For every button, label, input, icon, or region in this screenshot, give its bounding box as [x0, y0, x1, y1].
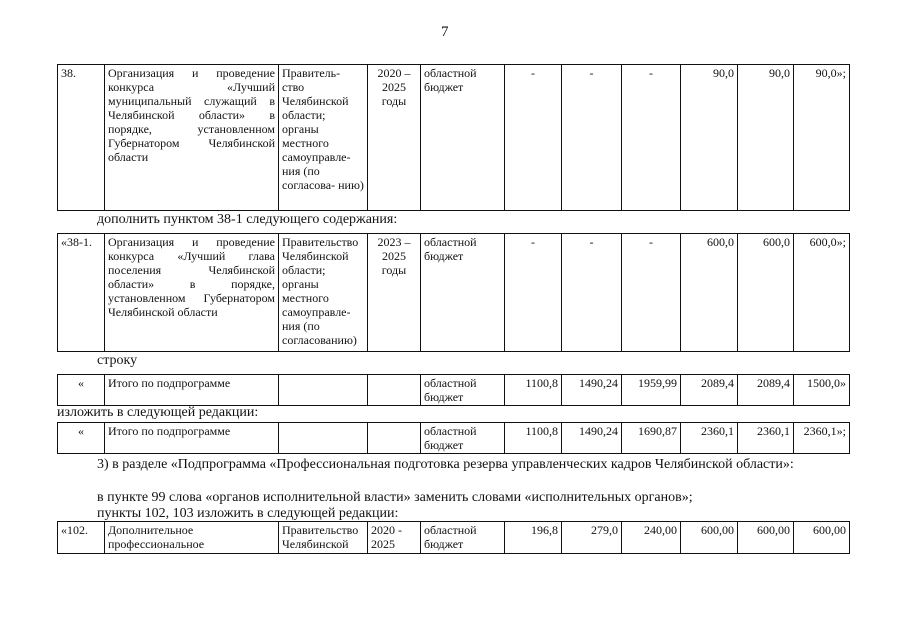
cell-source: областной бюджет — [421, 375, 505, 406]
cell-value-1: - — [505, 234, 562, 352]
cell-value-4: 600,0 — [681, 234, 738, 352]
cell-number: «102. — [58, 522, 105, 554]
cell-value-3: - — [622, 234, 681, 352]
cell-source: областной бюджет — [421, 234, 505, 352]
cell-value-1: 1100,8 — [505, 375, 562, 406]
cell-value-1: 196,8 — [505, 522, 562, 554]
cell-source: областной бюджет — [421, 65, 505, 211]
cell-name: Итого по подпрограмме — [105, 423, 279, 454]
cell-value-4: 2089,4 — [681, 375, 738, 406]
cell-period: 2020 – 2025 годы — [368, 65, 421, 211]
cell-value-2: 279,0 — [562, 522, 622, 554]
cell-value-3: - — [622, 65, 681, 211]
table-row-38 — [57, 64, 850, 211]
cell-number: « — [58, 423, 105, 454]
cell-value-6: 2360,1»; — [794, 423, 850, 454]
cell-period — [368, 423, 421, 454]
text-add-item: дополнить пунктом 38-1 следующего содержания: — [97, 212, 398, 227]
paragraph-section-3: 3) в разделе «Подпрограмма «Профессиональная подготовка резерва управленческих кадров Челябинской области»: — [97, 457, 794, 472]
cell-period — [368, 375, 421, 406]
cell-executor — [279, 375, 368, 406]
cell-value-6: 90,0»; — [794, 65, 850, 211]
cell-name: Итого по подпрограмме — [105, 375, 279, 406]
cell-name: Организация и проведение конкурса «Лучший муниципальный служащий в Челябинской области» в порядке, установленном Губернатором Челябинской области — [105, 65, 279, 211]
cell-value-5: 2089,4 — [738, 375, 794, 406]
cell-value-4: 600,00 — [681, 522, 738, 554]
cell-executor: Правительство Челябинской области; органы местного самоуправле- ния (по согласованию) — [279, 234, 368, 352]
paragraph-item-99: в пункте 99 слова «органов исполнительной власти» заменить словами «исполнительных органов»; — [97, 490, 693, 505]
cell-source: областной бюджет — [421, 522, 505, 554]
page-number: 7 — [441, 24, 449, 40]
cell-executor — [279, 423, 368, 454]
cell-value-5: 2360,1 — [738, 423, 794, 454]
cell-value-6: 600,00 — [794, 522, 850, 554]
cell-value-2: - — [562, 65, 622, 211]
table-row-102 — [57, 521, 850, 554]
cell-number: « — [58, 375, 105, 406]
table-row-38-1 — [57, 233, 850, 352]
cell-value-5: 90,0 — [738, 65, 794, 211]
cell-value-2: - — [562, 234, 622, 352]
table-row-total-new — [57, 422, 850, 454]
cell-period: 2020 - 2025 — [368, 522, 421, 554]
cell-value-3: 1959,99 — [622, 375, 681, 406]
cell-executor: Правитель- ство Челябинской области; органы местного самоуправле- ния (по согласова- нию) — [279, 65, 368, 211]
paragraph-items-102-103: пункты 102, 103 изложить в следующей редакции: — [97, 506, 399, 521]
cell-source: областной бюджет — [421, 423, 505, 454]
cell-number: 38. — [58, 65, 105, 211]
text-row-label: строку — [97, 353, 138, 368]
cell-period: 2023 – 2025 годы — [368, 234, 421, 352]
cell-value-4: 90,0 — [681, 65, 738, 211]
cell-name: Организация и проведение конкурса «Лучший глава поселения Челябинской области» в порядке, установленном Губернатором Челябинской области — [105, 234, 279, 352]
cell-value-6: 600,0»; — [794, 234, 850, 352]
cell-value-2: 1490,24 — [562, 423, 622, 454]
cell-value-3: 1690,87 — [622, 423, 681, 454]
cell-value-2: 1490,24 — [562, 375, 622, 406]
cell-value-1: 1100,8 — [505, 423, 562, 454]
cell-value-1: - — [505, 65, 562, 211]
cell-value-6: 1500,0» — [794, 375, 850, 406]
text-replace-label: изложить в следующей редакции: — [57, 405, 259, 420]
table-row-total-old — [57, 374, 850, 406]
cell-value-5: 600,00 — [738, 522, 794, 554]
cell-executor: Правительство Челябинской — [279, 522, 368, 554]
cell-value-5: 600,0 — [738, 234, 794, 352]
cell-number: «38-1. — [58, 234, 105, 352]
cell-name: Дополнительное профессиональное — [105, 522, 279, 554]
cell-value-4: 2360,1 — [681, 423, 738, 454]
cell-value-3: 240,00 — [622, 522, 681, 554]
